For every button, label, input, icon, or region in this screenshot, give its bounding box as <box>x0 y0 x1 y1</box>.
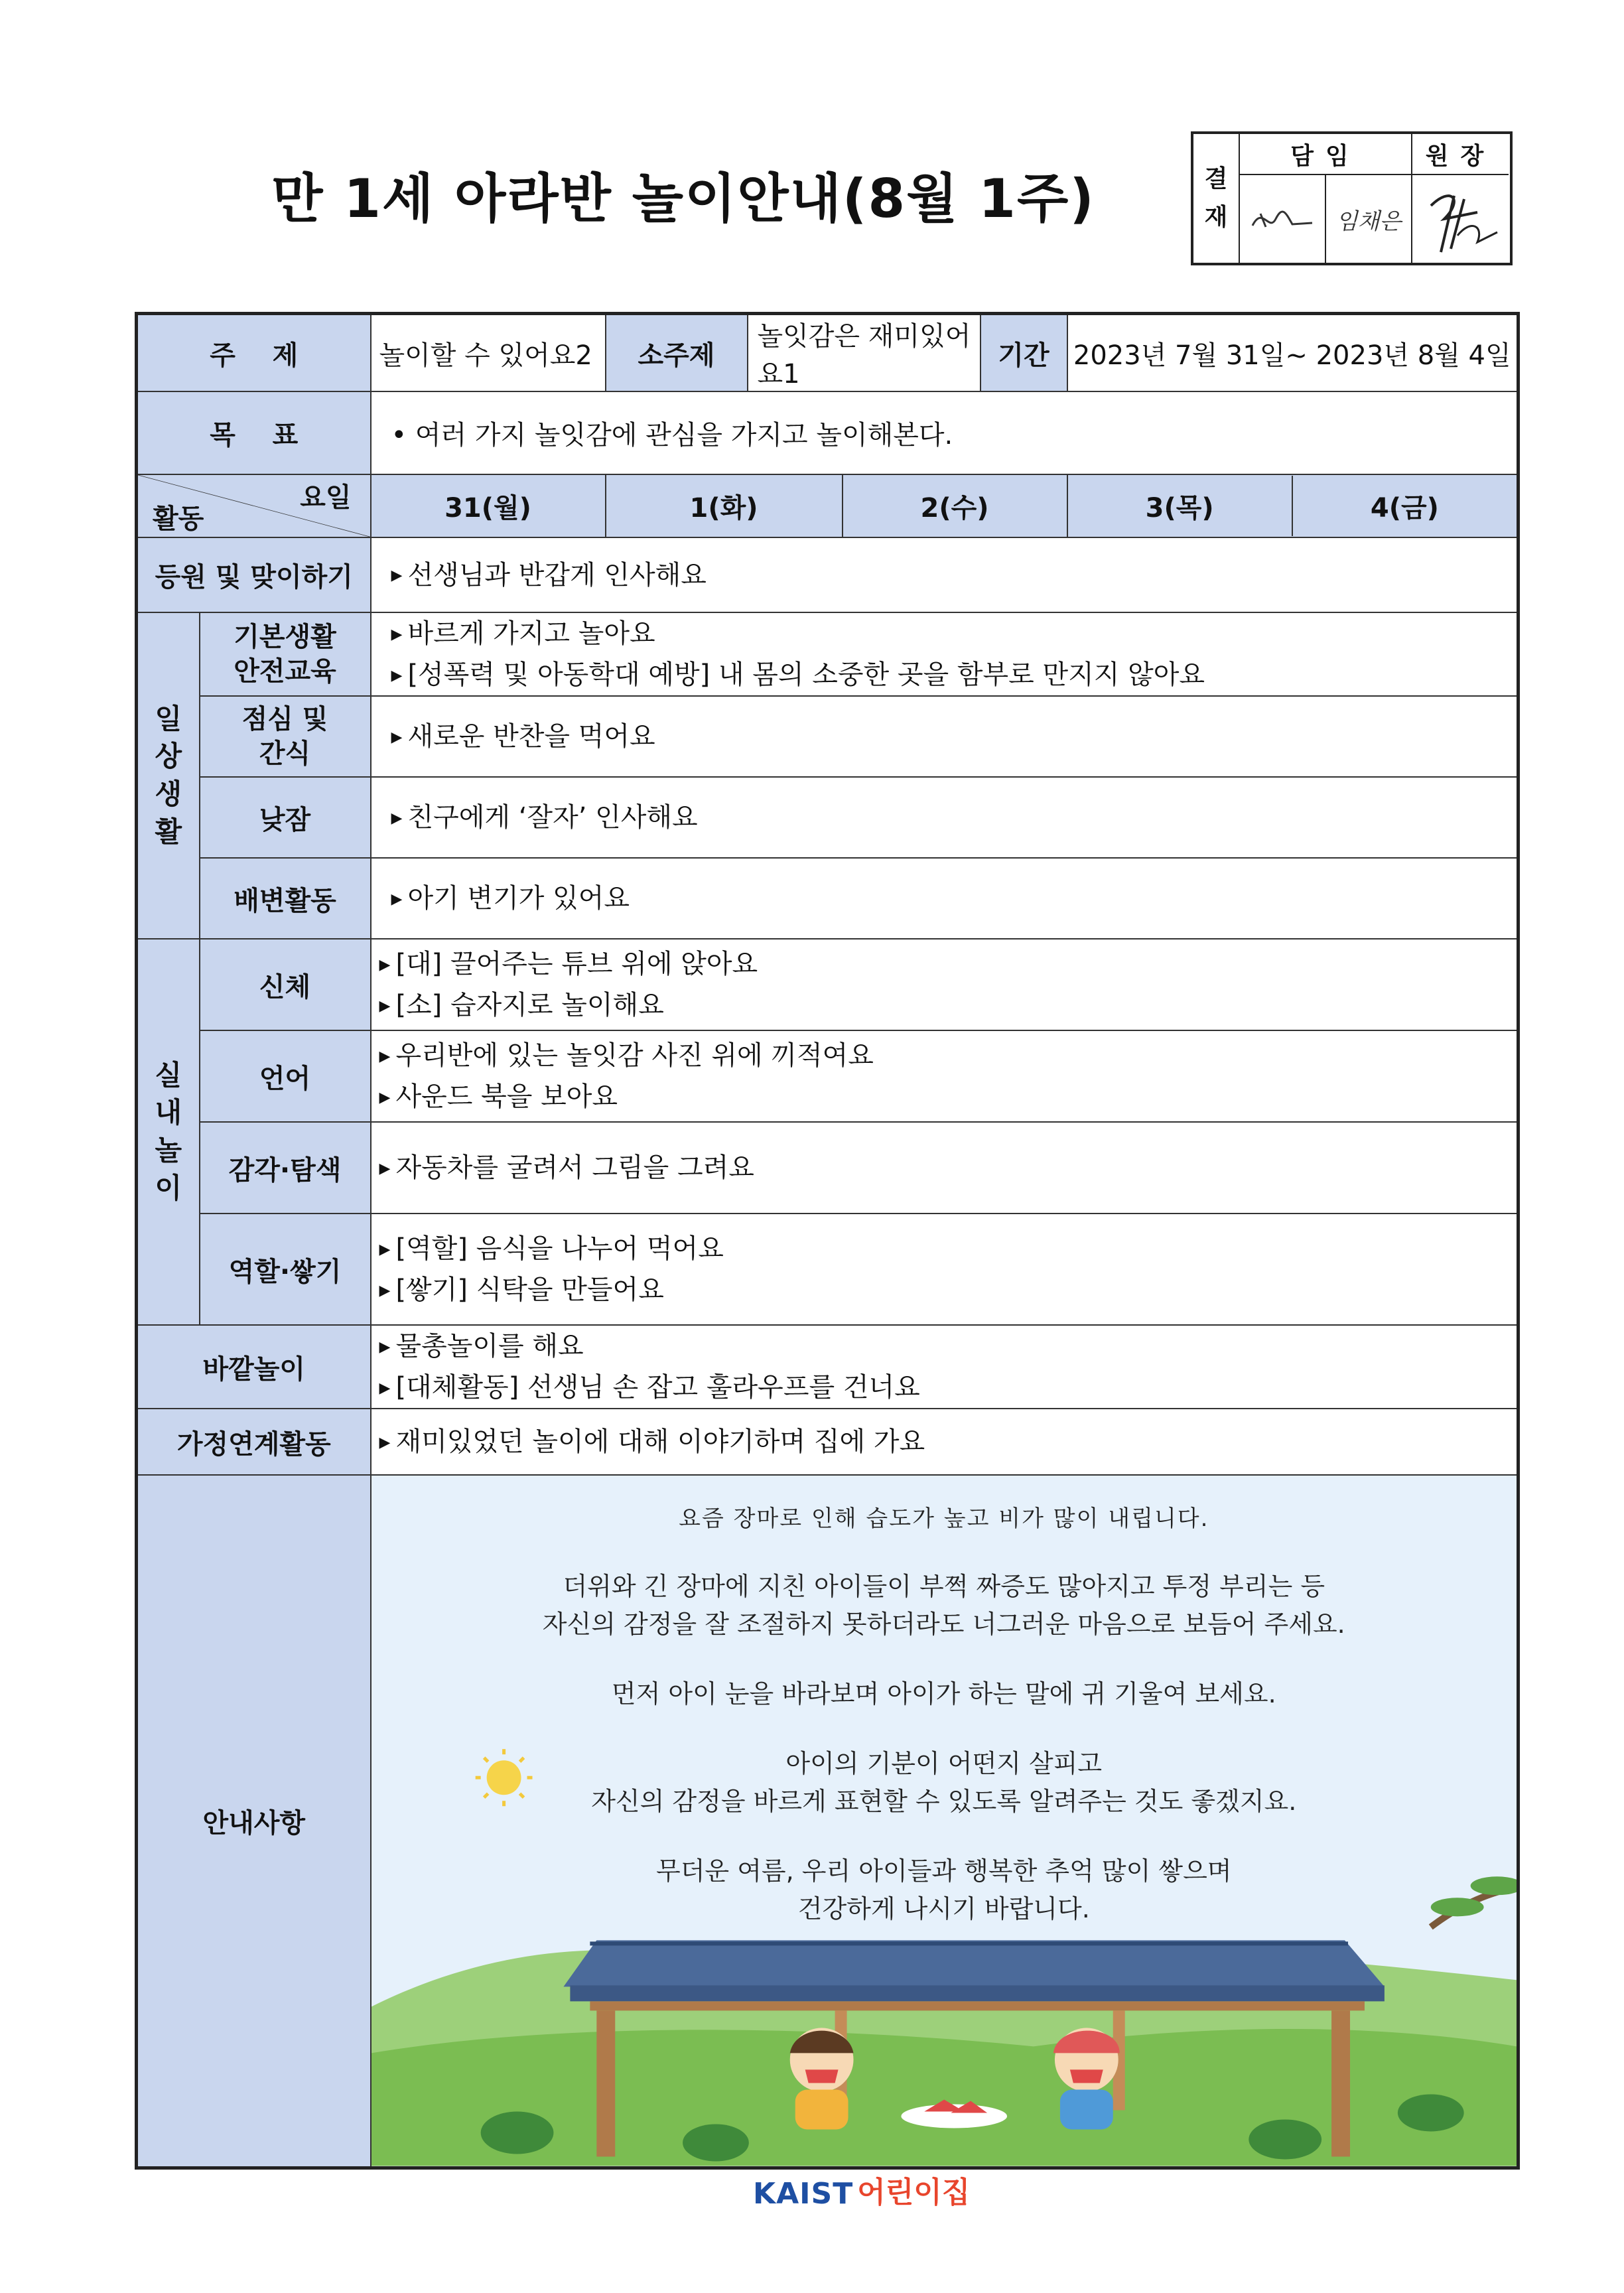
daily-row-label: 기본생활 안전교육 <box>200 612 371 696</box>
list-item: ▶ 자동차를 굴려서 그림을 그려요 <box>379 1152 754 1183</box>
triangle-bullet-icon: ▶ <box>379 1338 391 1355</box>
arrival-content <box>371 537 1519 612</box>
day-thu-fri <box>1067 474 1519 537</box>
period-label: 기간 <box>981 314 1067 392</box>
family-label: 가정연계활동 <box>137 1409 371 1475</box>
goal-label: 목 표 <box>137 391 371 474</box>
notice-paragraph: 더위와 긴 장마에 지친 아이들이 부쩍 짜증도 많아지고 투정 부리는 등 자신의 감정을 잘 조절하지 못하더라도 너그러운 마음으로 보듬어 주세요. <box>542 1572 1345 1639</box>
indoor-row-content <box>371 1214 1519 1325</box>
list-item: ▶ 친구에게 ‘잘자’ 인사해요 <box>391 802 698 833</box>
theme-value: 놀이할 수 있어요2 <box>371 314 606 392</box>
daily-row-label: 배변활동 <box>200 858 371 939</box>
daily-row-label: 낮잠 <box>200 777 371 858</box>
triangle-bullet-icon: ▶ <box>379 1160 391 1177</box>
yoil-label: 요일 <box>300 482 352 513</box>
notice-paragraph: 요즘 장마로 인해 습도가 높고 비가 많이 내립니다. <box>679 1505 1209 1532</box>
triangle-bullet-icon: ▶ <box>379 1048 391 1065</box>
approval-label: 결 재 <box>1193 134 1240 263</box>
kaist-kindergarten-logo: KAIST 어린이집 <box>753 2176 971 2211</box>
activity-table <box>135 312 1520 2170</box>
list-item: ▶ [쌓기] 식탁을 만들어요 <box>379 1275 664 1305</box>
daily-life-label: 일 상 생 활 <box>137 612 200 939</box>
triangle-bullet-icon: ▶ <box>379 1434 391 1451</box>
outdoor-label: 바깥놀이 <box>137 1325 371 1409</box>
indoor-row-label: 언어 <box>200 1030 371 1122</box>
day-tue: 1(화) <box>606 474 843 537</box>
goal-value: • 여러 가지 놀잇감에 관심을 가지고 놀이해본다. <box>371 391 1519 474</box>
signature-1-image <box>1246 199 1319 239</box>
daily-row-content <box>371 777 1519 858</box>
indoor-row-content <box>371 1122 1519 1214</box>
daily-row-content <box>371 612 1519 696</box>
indoor-row-label: 감각·탐색 <box>200 1122 371 1214</box>
daily-row-label: 점심 및 간식 <box>200 696 371 777</box>
list-item: ▶ [역할] 음식을 나누어 먹어요 <box>379 1233 724 1264</box>
list-item: ▶ [소] 습자지로 놀이해요 <box>379 990 664 1020</box>
signature-3-image <box>1418 179 1504 259</box>
list-item: ▶ 물총놀이를 해요 <box>379 1331 584 1361</box>
indoor-row-content <box>371 939 1519 1030</box>
list-item: ▶ 재미있었던 놀이에 대해 이야기하며 집에 가요 <box>379 1426 925 1457</box>
indoor-play-label: 실 내 놀 이 <box>137 939 200 1325</box>
triangle-bullet-icon: ▶ <box>379 1379 391 1397</box>
notice-paragraph: 무더운 여름, 우리 아이들과 행복한 추억 많이 쌓으며 건강하게 나시기 바랍니다. <box>656 1856 1232 1923</box>
triangle-bullet-icon: ▶ <box>391 809 403 827</box>
period-value: 2023년 7월 31일~ 2023년 8월 4일 <box>1067 314 1519 392</box>
triangle-bullet-icon: ▶ <box>391 890 403 908</box>
family-content <box>371 1409 1519 1475</box>
list-item: ▶ 새로운 반찬을 먹어요 <box>391 721 655 752</box>
triangle-bullet-icon: ▶ <box>391 729 403 746</box>
triangle-bullet-icon: ▶ <box>379 1282 391 1299</box>
child-left <box>789 2028 853 2129</box>
daily-row-content <box>371 696 1519 777</box>
signature-3 <box>1412 175 1509 263</box>
approval-box <box>1191 131 1513 265</box>
outdoor-content <box>371 1325 1519 1409</box>
daily-row-content <box>371 858 1519 939</box>
notice-content <box>371 1475 1519 2168</box>
signature-2: 임채은 <box>1326 175 1412 263</box>
notice-text <box>372 1502 1517 1960</box>
activity-label: 활동 <box>153 504 204 534</box>
triangle-bullet-icon: ▶ <box>391 626 403 643</box>
list-item: ▶ 우리반에 있는 놀잇감 사진 위에 끼적여요 <box>379 1040 874 1071</box>
list-item: ▶ [성폭력 및 아동학대 예방] 내 몸의 소중한 곳을 함부로 만지지 않아요 <box>391 660 1205 690</box>
triangle-bullet-icon: ▶ <box>391 567 403 585</box>
arrival-label: 등원 및 맞이하기 <box>137 537 371 612</box>
page-title: 만 1세 아라반 놀이안내(8월 1주) <box>271 168 1095 230</box>
approval-teacher-header: 담임 <box>1240 134 1412 175</box>
list-item: ▶ 아기 변기가 있어요 <box>391 883 630 914</box>
indoor-row-label: 역할·쌓기 <box>200 1214 371 1325</box>
notice-paragraph: 먼저 아이 눈을 바라보며 아이가 하는 말에 귀 기울여 보세요. <box>611 1679 1276 1708</box>
day-thu: 3(목) <box>1068 476 1293 536</box>
day-fri: 4(금) <box>1370 493 1439 523</box>
triangle-bullet-icon: ▶ <box>379 997 391 1014</box>
indoor-row-content <box>371 1030 1519 1122</box>
day-mon: 31(월) <box>371 474 606 537</box>
triangle-bullet-icon: ▶ <box>379 1089 391 1106</box>
subtheme-value: 놀잇감은 재미있어요1 <box>748 314 981 392</box>
subtheme-label: 소주제 <box>606 314 748 392</box>
triangle-bullet-icon: ▶ <box>379 1241 391 1258</box>
signature-1 <box>1240 175 1326 263</box>
triangle-bullet-icon: ▶ <box>379 956 391 973</box>
list-item: ▶ 선생님과 반갑게 인사해요 <box>391 559 707 591</box>
day-activity-header <box>137 474 371 537</box>
list-item: ▶ 사운드 북을 보아요 <box>379 1081 618 1112</box>
list-item: ▶ [대] 끌어주는 튜브 위에 앉아요 <box>379 949 758 979</box>
notice-paragraph: 아이의 기분이 어떤지 살피고 자신의 감정을 바르게 표현할 수 있도록 알려주는 것도 좋겠지요. <box>591 1749 1297 1816</box>
approval-director-header: 원장 <box>1412 134 1509 175</box>
list-item: ▶ [대체활동] 선생님 손 잡고 훌라우프를 건너요 <box>379 1372 920 1403</box>
indoor-row-label: 신체 <box>200 939 371 1030</box>
theme-label: 주 제 <box>137 314 371 392</box>
triangle-bullet-icon: ▶ <box>391 667 403 684</box>
day-wed: 2(수) <box>843 474 1067 537</box>
child-right <box>1053 2028 1119 2129</box>
list-item: ▶ 바르게 가지고 놀아요 <box>391 618 655 649</box>
notice-label: 안내사항 <box>137 1475 371 2168</box>
